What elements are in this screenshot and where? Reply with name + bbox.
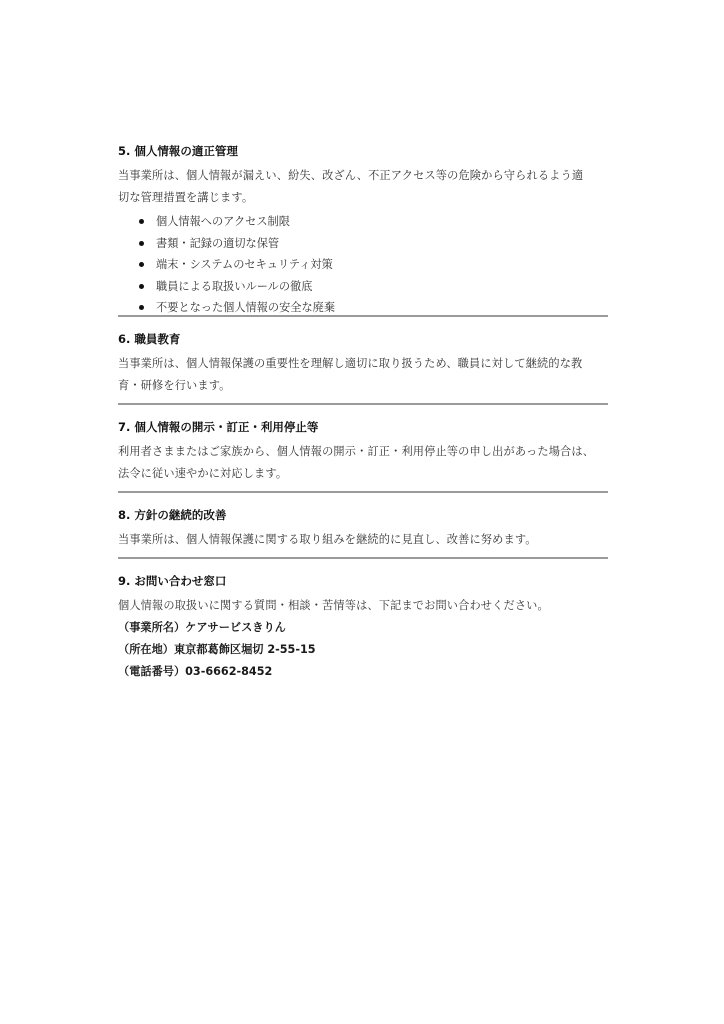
section-staff-education [118, 331, 608, 397]
list-item: 端末・システムのセキュリティ対策 [118, 254, 608, 276]
section-title: 7. 個人情報の開示・訂正・利用停止等 [118, 420, 319, 434]
bullet-dot-icon [139, 284, 144, 289]
bullet-dot-icon [139, 262, 144, 267]
section-divider [118, 403, 608, 405]
section-title: 9. お問い合わせ窓口 [118, 574, 227, 588]
section-title: 8. 方針の継続的改善 [118, 508, 227, 522]
list-item: 不要となった個人情報の安全な廃棄 [118, 297, 608, 319]
list-item: 個人情報へのアクセス制限 [118, 211, 608, 233]
list-item: 書類・記録の適切な保管 [118, 233, 608, 255]
paragraph-line: 当事業所は、個人情報保護に関する取り組みを継続的に見直し、改善に努めます。 [118, 533, 537, 546]
paragraph-line: 法令に従い速やかに対応します。 [118, 467, 288, 480]
section-title: 5. 個人情報の適正管理 [118, 144, 238, 158]
contact-address: （所在地）東京都葛飾区堀切 2-55-15 [118, 643, 316, 656]
contact-phone: （電話番号）03-6662-8452 [118, 665, 273, 678]
section-proper-management [118, 143, 608, 313]
section-title: 6. 職員教育 [118, 332, 181, 346]
bullet-dot-icon [139, 305, 144, 310]
paragraph-line: 育・研修を行います。 [118, 379, 231, 392]
paragraph-line: 当事業所は、個人情報保護の重要性を理解し適切に取り扱うため、職員に対して継続的な教 [118, 357, 583, 370]
document-page [118, 143, 608, 683]
section-divider [118, 557, 608, 559]
section-divider [118, 491, 608, 493]
section-disclosure [118, 419, 608, 485]
paragraph-line: 個人情報の取扱いに関する質問・相談・苦情等は、下記までお問い合わせください。 [118, 599, 549, 612]
bullet-dot-icon [139, 241, 144, 246]
bullet-dot-icon [139, 219, 144, 224]
list-item: 職員による取扱いルールの徹底 [118, 276, 608, 298]
contact-office-name: （事業所名）ケアサービスきりん [118, 621, 286, 634]
paragraph-line: 切な管理措置を講じます。 [118, 191, 254, 204]
paragraph-line: 利用者さままたはご家族から、個人情報の開示・訂正・利用停止等の申し出があった場合は、 [118, 445, 595, 458]
paragraph-line: 当事業所は、個人情報が漏えい、紛失、改ざん、不正アクセス等の危険から守られるよう適 [118, 169, 584, 182]
bullet-list [118, 211, 608, 319]
section-contact [118, 573, 608, 683]
section-continuous-improvement [118, 507, 608, 551]
